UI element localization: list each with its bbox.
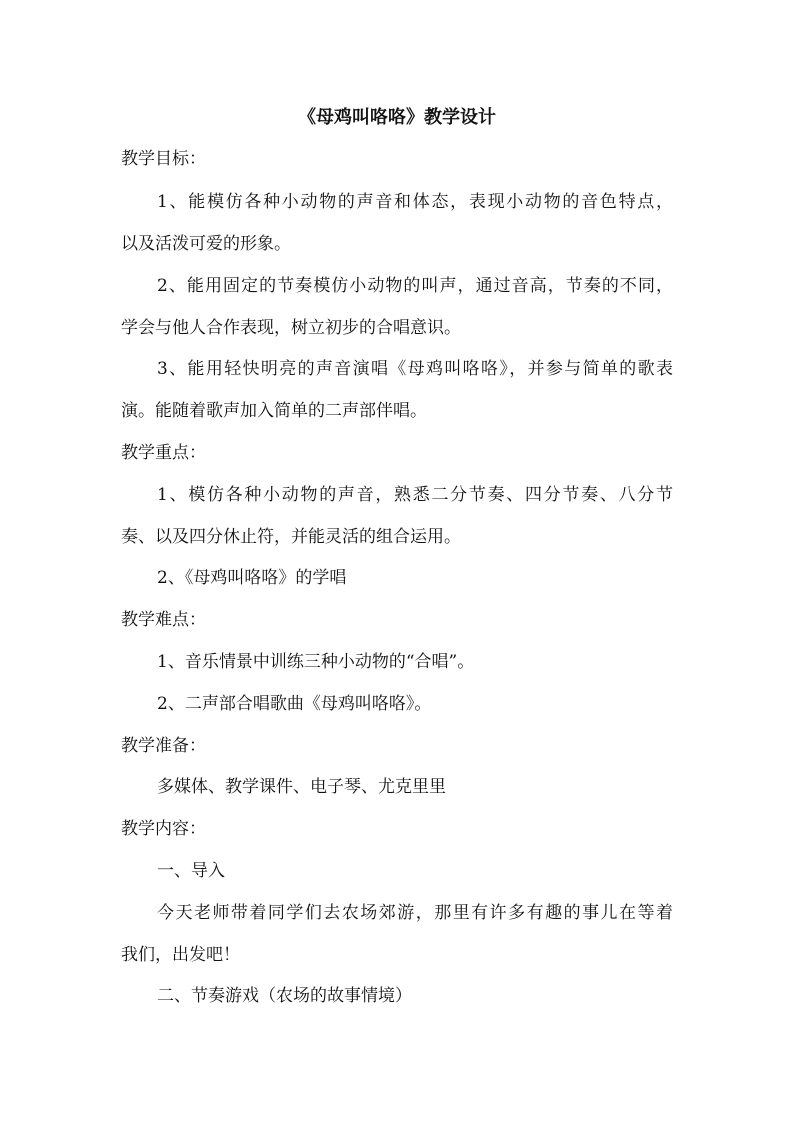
- section-1-title: 一、导入: [157, 861, 225, 881]
- objective-1-line-2: 以及活泼可爱的形象。: [121, 234, 291, 254]
- difficulties-heading: 教学难点：: [121, 610, 206, 630]
- content-heading: 教学内容：: [121, 819, 206, 839]
- section-2-title: 二、节奏游戏（农场的故事情境）: [157, 986, 412, 1006]
- objectives-heading: 教学目标：: [121, 149, 206, 169]
- objective-3-line-1: 3、能用轻快明亮的声音演唱《母鸡叫咯咯》，并参与简单的歌表: [157, 359, 673, 379]
- section-1-line-2: 我们，出发吧！: [121, 945, 240, 965]
- objective-2-line-1: 2、能用固定的节奏模仿小动物的叫声，通过音高，节奏的不同，: [157, 276, 673, 296]
- section-1-line-1: 今天老师带着同学们去农场郊游，那里有许多有趣的事儿在等着: [157, 903, 673, 923]
- difficulty-2: 2、二声部合唱歌曲《母鸡叫咯咯》。: [157, 694, 432, 714]
- key-points-heading: 教学重点：: [121, 443, 206, 463]
- objective-3-line-2: 演。能随着歌声加入简单的二声部伴唱。: [121, 401, 427, 421]
- key-point-1-line-1: 1、模仿各种小动物的声音，熟悉二分节奏、四分节奏、八分节: [157, 485, 673, 505]
- document-title: 《母鸡叫咯咯》教学设计: [298, 107, 496, 128]
- key-point-1-line-2: 奏、以及四分休止符，并能灵活的组合运用。: [121, 527, 461, 547]
- difficulty-1: 1、音乐情景中训练三种小动物的“合唱”。: [157, 652, 475, 672]
- preparation-text: 多媒体、教学课件、电子琴、尤克里里: [157, 777, 446, 797]
- preparation-heading: 教学准备：: [121, 736, 206, 756]
- key-point-2: 2、《母鸡叫咯咯》的学唱: [157, 568, 347, 588]
- objective-2-line-2: 学会与他人合作表现，树立初步的合唱意识。: [121, 318, 461, 338]
- objective-1-line-1: 1、能模仿各种小动物的声音和体态，表现小动物的音色特点，: [157, 192, 673, 212]
